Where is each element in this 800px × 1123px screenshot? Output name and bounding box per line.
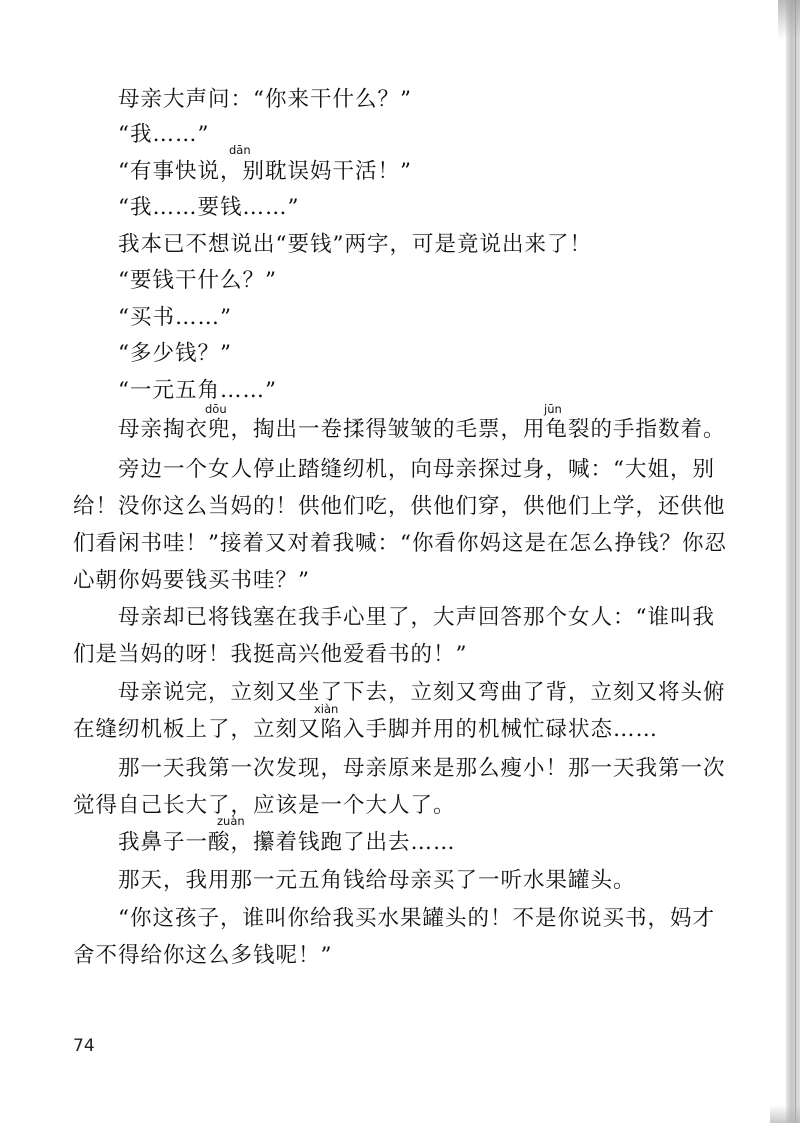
text-line: “我……要钱……”	[118, 195, 300, 220]
text-line: 母亲掏衣兜，掏出一卷揉得皱皱的毛票，用龟裂的手指数着。	[118, 417, 726, 442]
text-line: “有事快说，别耽误妈干活！”	[118, 159, 412, 184]
text-line: 母亲却已将钱塞在我手心里了，大声回答那个女人：“谁叫我	[118, 605, 715, 630]
text-line: 那一天我第一次发现，母亲原来是那么瘦小！那一天我第一次	[118, 756, 726, 781]
text-line: “要钱干什么？”	[118, 268, 277, 293]
text-line: 们是当妈的呀！我挺高兴他爱看书的！”	[73, 642, 468, 667]
pinyin-annotation: jūn	[544, 402, 562, 416]
text-line: 给！没你这么当妈的！供他们吃，供他们穿，供他们上学，还供他	[73, 494, 726, 519]
text-line: 舍不得给你这么多钱呢！”	[73, 943, 333, 968]
text-line: 母亲说完，立刻又坐了下去，立刻又弯曲了背，立刻又将头俯	[118, 680, 726, 705]
text-line: 觉得自己长大了，应该是一个大人了。	[73, 793, 456, 818]
pinyin-annotation: zuàn	[217, 814, 245, 828]
page-corner-shadow	[778, 0, 800, 40]
text-line: 那天，我用那一元五角钱给母亲买了一听水果罐头。	[118, 868, 636, 893]
text-line: 在缝纫机板上了，立刻又陷入手脚并用的机械忙碌状态……	[73, 717, 659, 742]
text-line: 们看闲书哇！”接着又对着我喊：“你看你妈这是在怎么挣钱？你忍	[73, 531, 727, 556]
text-line: 我鼻子一酸，攥着钱跑了出去……	[118, 830, 456, 855]
page-edge-line	[795, 0, 796, 1123]
text-line: “一元五角……”	[118, 378, 277, 403]
page-edge-shadow	[786, 0, 800, 1123]
text-line: “我……”	[118, 122, 210, 147]
page-corner-shadow	[770, 1105, 800, 1123]
pinyin-annotation: xiàn	[314, 702, 339, 716]
text-line: 旁边一个女人停止踏缝纫机，向母亲探过身，喊：“大姐，别	[118, 457, 715, 482]
text-line: “多少钱？”	[118, 341, 232, 366]
text-line: “买书……”	[118, 305, 232, 330]
pinyin-annotation: dōu	[205, 402, 227, 416]
text-line: “你这孩子，谁叫你给我买水果罐头的！不是你说买书，妈才	[118, 906, 715, 931]
text-line: 母亲大声问：“你来干什么？”	[118, 87, 412, 112]
text-line: 我本已不想说出“要钱”两字，可是竟说出来了！	[118, 232, 592, 257]
pinyin-annotation: dān	[229, 143, 251, 157]
text-line: 心朝你妈要钱买书哇？”	[73, 568, 310, 593]
page-number: 74	[73, 1036, 95, 1056]
